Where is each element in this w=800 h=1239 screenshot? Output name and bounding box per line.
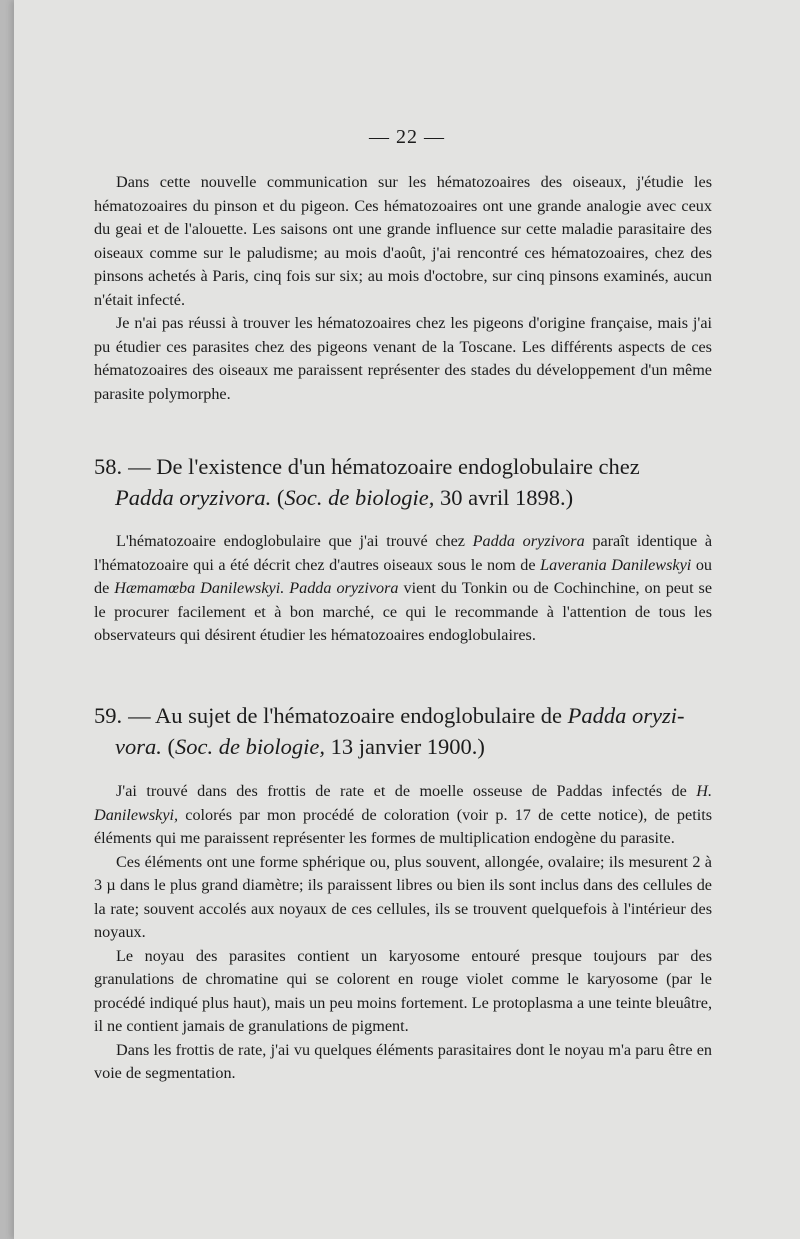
section-59-number: 59.: [94, 703, 123, 728]
section-59-title: — Au sujet de l'hématozoaire endoglobulaire de: [128, 703, 563, 728]
section-59-paragraph-1: J'ai trouvé dans des frottis de rate et de moelle osseuse de Paddas infectés de H. Danilewskyi, colorés par mon procédé de coloration (voir p. 17 de cette notice), de petits éléments qui me paraissent représenter les formes de multiplication endogène du parasite.: [94, 782, 712, 847]
section-58-species: Padda oryzivora.: [115, 485, 272, 510]
section-58-journal: Soc. de biologie,: [284, 485, 435, 510]
section-59-species-b: vora.: [115, 734, 162, 759]
intro-block: [94, 171, 712, 406]
intro-paragraph-2: Je n'ai pas réussi à trouver les hématozoaires chez les pigeons d'origine française, mais j'ai pu étudier ces parasites chez des pigeons venant de la Toscane. Les différents aspects de ces hématozoaires des oiseaux me paraissent représenter des stades du développement d'un même parasite polymorphe.: [94, 314, 712, 403]
section-59-paragraph-4: Dans les frottis de rate, j'ai vu quelques éléments parasitaires dont le noyau m'a paru être en voie de segmentation.: [94, 1040, 712, 1082]
intro-paragraph-1: Dans cette nouvelle communication sur les hématozoaires des oiseaux, j'étudie les hématozoaires du pinson et du pigeon. Ces hématozoaires ont une grande analogie avec ceux du geai et de l'alouette. Les saisons ont une grande influence sur cette maladie parasitaire des oiseaux comme sur le paludisme; au mois d'août, j'ai rencontré ces hématozoaires, chez des pinsons achetés à Paris, cinq fois sur six; au mois d'octobre, sur cinq pinsons examinés, aucun n'était infecté.: [94, 173, 712, 309]
page-number: — 22 —: [369, 126, 445, 148]
section-59-species-a: Padda oryzi-: [567, 703, 685, 728]
section-59-date: 13 janvier 1900.): [330, 734, 485, 759]
section-59-body: [94, 780, 712, 1086]
section-58-body: [94, 530, 712, 648]
section-58-date: 30 avril 1898.): [439, 485, 574, 510]
section-58-number: 58.: [94, 454, 123, 479]
section-59-heading: 59. — Au sujet de l'hématozoaire endoglobulaire de Padda oryzi- vora. (Soc. de biologie, 13 janvier 1900.): [94, 703, 685, 759]
section-58-paragraph-1: L'hématozoaire endoglobulaire que j'ai trouvé chez Padda oryzivora paraît identique à l'hématozoaire qui a été décrit chez d'autres oiseaux sous le nom de Laverania Danilewskyi ou de Hæmamœba Danilewskyi. Padda oryzivora vient du Tonkin ou de Cochinchine, on peut se le procurer facilement et à bon marché, ce qui le recommande à l'attention de tous les observateurs qui désirent étudier les hématozoaires endoglobulaires.: [94, 532, 713, 644]
section-59-paragraph-2: Ces éléments ont une forme sphérique ou, plus souvent, allongée, ovalaire; ils mesurent 2 à 3 µ dans le plus grand diamètre; ils paraissent libres ou bien ils sont inclus dans des cellules de la rate; souvent accolés aux noyaux de ces cellules, ils se trouvent quelquefois à l'intérieur des noyaux.: [94, 852, 712, 941]
section-58-title: — De l'existence d'un hématozoaire endoglobulaire chez: [128, 454, 640, 479]
section-59-journal: Soc. de biologie,: [175, 734, 325, 759]
section-58-heading: 58. — De l'existence d'un hématozoaire endoglobulaire chez Padda oryzivora. (Soc. de biologie, 30 avril 1898.): [94, 454, 640, 510]
document-page: [14, 0, 800, 1239]
section-59-paragraph-3: Le noyau des parasites contient un karyosome entouré presque toujours par des granulations de chromatine qui se colorent en rouge violet comme le karyosome (par le procédé indiqué plus haut), mais un peu moins fortement. Le protoplasma a une teinte bleuâtre, il ne contient jamais de granulations de pigment.: [94, 946, 712, 1035]
